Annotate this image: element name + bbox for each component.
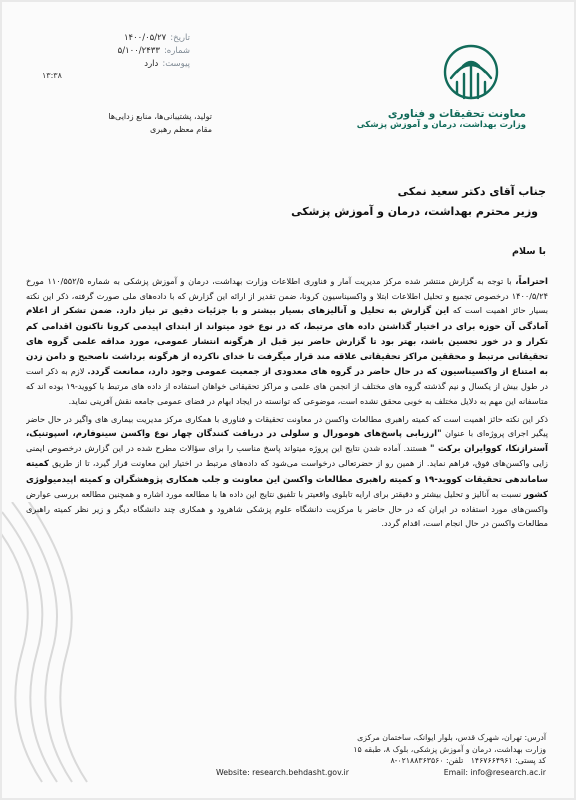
tree-logo-icon	[439, 44, 503, 106]
cc-line-2: مقام معظم رهبری	[149, 125, 212, 134]
date-label: تاریخ:	[170, 33, 190, 43]
body-opening: احتراماً،	[515, 277, 548, 287]
number-label: شماره:	[163, 46, 190, 56]
logo-title: معاونت تحقیقات و فناوری	[387, 108, 526, 120]
body-p1-part-a: با توجه به گزارش منتشر شده مرکز مدیریت آمار و فناوری اطلاعات وزارت بهداشت، درمان و آموزش پزشکی به شماره ۱۱۰/۵۵۲/۵ مورخ ۱۴۰۰/۵/۲۴ درخصوص تجمیع و تحلیل اطلاعات ابتلا و واکسیناسیون کرونا، ضمن تقدیر از ارائه این گزارش که با داده‌های ملی صورت گرفته، ذکر این نکته بسیار حائز اهمیت است که	[26, 276, 548, 316]
body-paragraph-1	[26, 274, 548, 408]
number-row	[70, 45, 190, 58]
postal-value: ۱۴۶۷۶۶۴۹۶۱	[470, 756, 513, 766]
address-row	[216, 732, 546, 744]
number-value: ۵/۱۰۰/۲۴۳۳	[117, 46, 160, 56]
ministry-logo	[356, 44, 526, 130]
attachment-value: دارد	[144, 59, 159, 69]
body-p2-part-e: نسبت به آنالیز و تحلیل بیشتر و دقیقتر برای ارایه تابلوی واقعیتر با تلفیق نتایج این داده ها با مطالعه مورد اشاره و همچنین مطالعه بررسی عوارض واکسن‌های مورد استفاده در ایران که در حال حاضر با مرکزیت دانشگاه علوم پزشکی شاهرود و همکاری چند دانشگاه دیگر و زیر نظر کمیته راهبری مطالعات واکسن در حال انجام است، اقدام گردد.	[26, 488, 548, 529]
body-p2-project-title: "ارزیابی پاسخ‌های هومورال و سلولی در دریافت کنندگان چهار نوع واکسن سینوفارم، اسپوتنیک، آسترازنکا، کووایران برکت "	[26, 429, 548, 455]
greeting: با سلام	[512, 246, 546, 257]
letter-page	[2, 2, 574, 798]
address-line-1: تهران، شهرک قدس، بلوار ایوانک، ساختمان مرکزی	[357, 733, 522, 742]
time-stamp: ۱۳:۳۸	[42, 71, 62, 80]
recipient-title: وزیر محترم بهداشت، درمان و آموزش پزشکی	[291, 205, 538, 218]
website-link[interactable]: Website: research.behdasht.gov.ir	[216, 767, 349, 777]
letter-footer	[216, 732, 546, 778]
attachment-row	[70, 58, 190, 71]
address-label: آدرس:	[524, 733, 546, 742]
email-link[interactable]: Email: info@research.ac.ir	[443, 767, 546, 777]
attachment-label: پیوست:	[162, 59, 190, 69]
date-row	[70, 32, 190, 45]
phone-label: تلفن:	[446, 756, 464, 766]
address-line-2: وزارت بهداشت، درمان و آموزش پزشکی، بلوک ۸، طبقه ۱۵	[353, 744, 546, 754]
postal-label: کد پستی:	[515, 756, 546, 766]
contact-row	[216, 755, 546, 767]
body-paragraph-2	[26, 412, 548, 531]
body-p2-part-c: هستند. آماده شدن نتایج این پروژه میتواند پاسخ مناسب را برای سؤالات مطرح شده در این گزارش درخصوص ایمنی زایی واکسن‌های فوق، فراهم نماید. از همین رو از حضرتعالی درخواست می‌شود که داده‌های مرتبط در اختیار این معاونت قرار گیرد، تا از طریق	[26, 443, 548, 469]
body-p1-part-c: لازم به ذکر است در طول بیش از یکسال و نیم گذشته گروه های مختلف از انجمن های علمی و مراکز تحقیقاتی خواهان استفاده از داده های مرتبط با کووید-۱۹ بوده اند که متاسفانه این مهم به دلایل مختلف به خوبی محقق نشده است، موضوعی که توانسته در ایجاد ابهام در فضای عمومی جامعه نقش آفرینی نماید.	[26, 366, 548, 406]
logo-subtitle: وزارت بهداشت، درمان و آموزش پزشکی	[356, 120, 526, 130]
recipient-name: جناب آقای دکتر سعید نمکی	[397, 185, 546, 198]
recipient-block	[26, 182, 546, 222]
body-p2-part-a: ذکر این نکته حائز اهمیت است که کمیته راهبری مطالعات واکسن در معاونت تحقیقات و فناوری با همکاری مرکز مدیریت بیماری های واگیر در حال حاضر پیگیر اجرای پروژه‌ای با عنوان	[26, 413, 548, 439]
letter-meta	[70, 32, 190, 71]
date-value: ۱۴۰۰/۰۵/۲۷	[123, 33, 167, 43]
body-p2-committee: کمیته ساماندهی تحقیقات کووید-۱۹ و کمیته راهبری مطالعات واکسن این معاونت و جلب همکاری پژوهشگران و کمیته اپیدمیولوژی کشور	[26, 459, 548, 500]
phone-value: ۰۲۱۸۸۳۶۳۵۶۰-۸	[390, 756, 444, 766]
body-p1-bold: این گزارش به تحلیل و آنالیزهای بسیار بیشتر و با جزئیات دقیق تر نیاز دارد. ضمن تشکر از اعلام آمادگی آن حوزه برای در اختیار گذاشتن داده های مرتبط، که در نوع خود میتواند از ابتدای اپیدمی کرونا تاکنون اقدامی کم تکرار و در خور تحسین باشد، بهتر بود تا گزارش حاضر نیز قبل از هرگونه انتشار عمومی، مورد مداقه علمی گروه های تحقیقاتی مرتبط و محققین مراکز تحقیقاتی علاقه مند قرار میگرفت تا خدای ناکرده از هرگونه برداشت ناصحیح و دامن زدن به امتناع از واکسیناسیون که در حال حاضر در گروه های معدودی از جمعیت عمومی وجود دارد، ممانعت گردد.	[26, 306, 548, 378]
cc-block	[92, 110, 212, 136]
cc-line-1: تولید، پشتیبانی‌ها، منابع زدایی‌ها	[108, 112, 212, 121]
web-row	[216, 767, 546, 779]
letter-body	[26, 274, 548, 572]
